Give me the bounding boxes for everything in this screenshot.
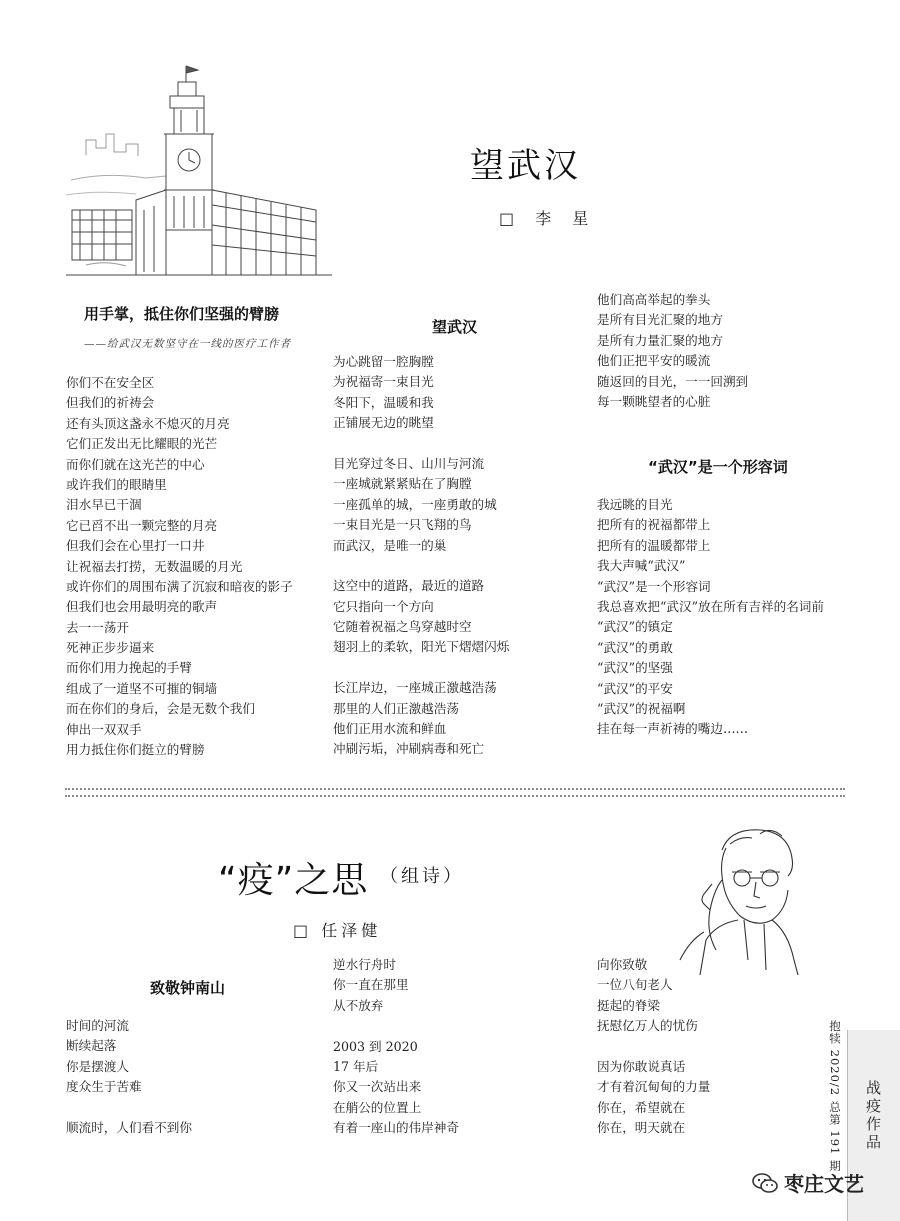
poem-line: 顺流时，人们看不到你	[66, 1119, 192, 1135]
poem-line: 把所有的祝福都带上	[597, 517, 711, 533]
poem-line: 长江岸边，一座城正激越浩荡	[333, 680, 497, 696]
poem-line: 时间的河流	[66, 1018, 129, 1033]
section-divider	[65, 788, 845, 797]
poem-line: 是所有力量汇聚的地方	[597, 332, 723, 348]
poem-line: 它已舀不出一颗完整的月亮	[66, 517, 218, 533]
poem-adjective-lines	[597, 495, 824, 740]
poem-line: 度众生于苦难	[66, 1079, 142, 1095]
poem-line: “武汉”的平安	[597, 680, 673, 696]
poem-line: 死神正步步逼来	[66, 640, 155, 656]
poem-line: 泪水早已干涸	[66, 497, 142, 513]
poem-line: 正铺展无边的眺望	[333, 415, 434, 431]
poem-line: 用力抵住你们挺立的臂膀	[66, 742, 205, 758]
clock-tower-illustration	[66, 60, 332, 280]
poem-line: 去一一荡开	[66, 619, 129, 635]
poem-line: 从不放弃	[333, 997, 384, 1013]
issue-info: 抱犊 2020/2 总第 191 期	[828, 1020, 842, 1173]
poem-wang-wuhan-continued	[597, 290, 748, 412]
poem-line: 每一颗眺望者的心脏	[597, 393, 711, 409]
poem-line: 我大声喊“武汉”	[597, 558, 686, 574]
poem-line: 或许我们的眼睛里	[66, 476, 167, 492]
poem-line: “武汉”的镇定	[597, 619, 673, 635]
poem-line: 一座城就紧紧贴在了胸膛	[333, 476, 472, 492]
poem-line: 你一直在那里	[333, 977, 409, 993]
poem-line: 目光穿过冬日、山川与河流	[333, 455, 485, 471]
poem-line: 它们正发出无比耀眼的光芒	[66, 436, 218, 452]
poem-line: 一束目光是一只飞翔的鸟	[333, 517, 472, 533]
poem-line: 17 年后	[333, 1058, 379, 1074]
poem-line: 抚慰亿万人的忧伤	[597, 1018, 698, 1034]
poem-line: “武汉”的坚强	[597, 660, 673, 676]
poem-line: 你们不在安全区	[66, 375, 155, 390]
poem-line: 把所有的温暖都带上	[597, 537, 711, 553]
poem-line: 但我们会在心里打一口井	[66, 538, 205, 554]
poem-line: 我远眺的目光	[597, 497, 673, 512]
poem-line: 一位八旬老人	[597, 977, 673, 993]
poem-line: 让祝福去打捞，无数温暖的月光	[66, 558, 243, 574]
poem-title-zhong-nanshan: 致敬钟南山	[150, 979, 226, 997]
article2-title-suffix: （组诗）	[380, 866, 464, 887]
poem-line: 是所有目光汇聚的地方	[597, 312, 723, 328]
article2-title: “疫”之思	[218, 860, 369, 901]
poem-wang-wuhan-lines	[333, 352, 509, 760]
poem-line: 他们正用水流和鲜血	[333, 721, 447, 737]
poem-dedication: ——给武汉无数坚守在一线的医疗工作者	[84, 338, 291, 350]
poem-line: “武汉”的祝福啊	[597, 700, 686, 716]
article1-title: 望武汉	[470, 146, 581, 186]
poem-line: 而在你们的身后，会是无数个我们	[66, 701, 255, 717]
poem-line: 他们高高举起的拳头	[597, 292, 711, 307]
poem-line: 但我们的祈祷会	[66, 395, 155, 411]
poem-line: 或许你们的周围布满了沉寂和暗夜的影子	[66, 578, 293, 594]
section-label: 战疫作品	[864, 1080, 882, 1152]
poem-line: 你在，明天就在	[597, 1120, 686, 1136]
poem-line: 你是摆渡人	[66, 1058, 129, 1074]
poem-line: 我总喜欢把“武汉”放在所有吉祥的名词前	[597, 598, 824, 614]
poem-line: 因为你敢说真话	[597, 1058, 686, 1074]
poem-title-hands: 用手掌，抵住你们坚强的臂膀	[84, 305, 280, 323]
article2-author: □ 任泽健	[293, 921, 382, 940]
poem-line: 而你们就在这光芒的中心	[66, 456, 205, 472]
article1-author: □ 李 星	[499, 209, 597, 228]
poem-line: 逆水行舟时	[333, 957, 396, 972]
watermark-text: 枣庄文艺	[784, 1172, 864, 1196]
poem-line: 但我们也会用最明亮的歌声	[66, 599, 218, 615]
poem-title-wang-wuhan: 望武汉	[432, 318, 478, 336]
poem-line: 冬阳下，温暖和我	[333, 394, 434, 410]
poem-line: 那里的人们正激越浩荡	[333, 700, 459, 716]
poem-line: 他们正把平安的暖流	[597, 353, 711, 369]
poem-line: 伸出一双双手	[66, 721, 142, 737]
poem-line: 向你致敬	[597, 957, 648, 972]
poem-zhong-nanshan-lines	[66, 1016, 192, 1138]
poem-line: 2003 到 2020	[333, 1038, 418, 1054]
poem-line: 你在，希望就在	[597, 1099, 686, 1115]
poem-line: 断续起落	[66, 1038, 117, 1054]
poem-line: 为心跳留一腔胸膛	[333, 354, 434, 369]
wechat-icon	[752, 1172, 778, 1194]
poem-line: 它随着祝福之鸟穿越时空	[333, 619, 472, 635]
poem-line: “武汉”的勇敢	[597, 639, 673, 655]
poem-line: 而武汉，是唯一的巢	[333, 537, 447, 553]
portrait-illustration	[660, 820, 815, 975]
poem-line: 还有头顶这盏永不熄灭的月亮	[66, 415, 230, 431]
poem-title-adjective: “武汉”是一个形容词	[648, 458, 788, 476]
poem-line: 有着一座山的伟岸神奇	[333, 1120, 459, 1136]
poem-line: 它只指向一个方向	[333, 598, 434, 614]
poem-line: 翅羽上的柔软，阳光下熠熠闪烁	[333, 639, 510, 655]
poem-line: 而你们用力挽起的手臂	[66, 660, 192, 676]
poem-line: “武汉”是一个形容词	[597, 578, 711, 594]
poem-line: 这空中的道路，最近的道路	[333, 578, 485, 594]
poem-col2-lines	[333, 955, 459, 1139]
poem-line: 随返回的目光，一一回溯到	[597, 373, 749, 389]
poem-line: 一座孤单的城，一座勇敢的城	[333, 496, 497, 512]
poem-line: 冲刷污垢，冲刷病毒和死亡	[333, 741, 485, 757]
poem-line: 为祝福寄一束目光	[333, 374, 434, 390]
poem-line: 你又一次站出来	[333, 1079, 422, 1095]
poem-col3-lines	[597, 955, 710, 1139]
poem-line: 挂在每一声祈祷的嘴边……	[597, 721, 749, 737]
poem-line: 才有着沉甸甸的力量	[597, 1079, 711, 1095]
poem-line: 挺起的脊梁	[597, 997, 660, 1013]
poem-line: 组成了一道坚不可摧的铜墙	[66, 680, 218, 696]
poem-line: 在艄公的位置上	[333, 1099, 422, 1115]
wechat-watermark	[752, 1168, 864, 1197]
poem-hands-lines	[66, 373, 293, 760]
